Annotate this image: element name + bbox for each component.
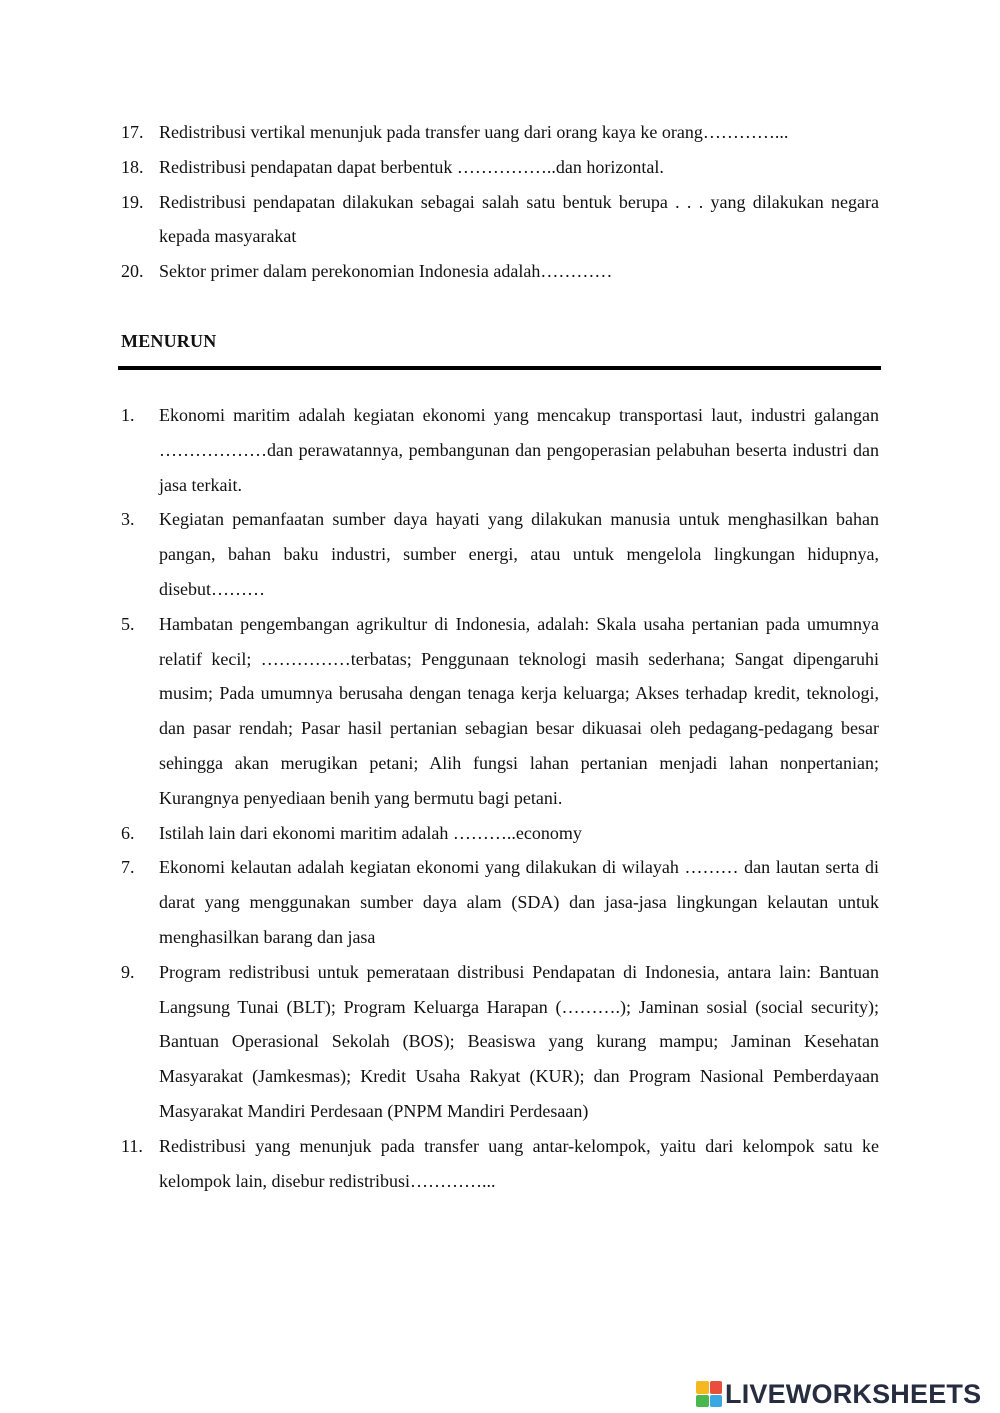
down-question-list [121, 398, 879, 1198]
list-item [121, 254, 879, 289]
item-number: 7. [121, 857, 135, 878]
item-number: 5. [121, 613, 135, 634]
item-number: 9. [121, 961, 135, 982]
logo-square [696, 1395, 709, 1408]
item-number: 1. [121, 405, 135, 425]
logo-square [696, 1381, 709, 1394]
list-item [121, 955, 879, 1129]
item-text: Kegiatan pemanfaatan sumber daya hayati yang dilakukan manusia untuk menghasilkan bahan pangan, bahan baku industri, sumber energi, atau untuk mengelola lingkungan hidupnya, disebut……… [159, 509, 879, 599]
list-item [121, 816, 879, 851]
item-text: Redistribusi pendapatan dapat berbentuk ……………..dan horizontal. [159, 156, 664, 177]
list-item [121, 150, 879, 185]
logo-square [710, 1395, 723, 1408]
item-text: Program redistribusi untuk pemerataan distribusi Pendapatan di Indonesia, antara lain: Bantuan Langsung Tunai (BLT); Program Keluarga Harapan (……….); Jaminan sosial (social security); Bantuan Operasional Sekolah (BOS); Beasiswa yang kurang mampu; Jaminan Kesehatan Masyarakat (Jamkesmas); Kredit Usaha Rakyat (KUR); dan Program Nasional Pemberdayaan Masyarakat Mandiri Perdesaan (PNPM Mandiri Perdesaan) [159, 961, 879, 1121]
item-number: 3. [121, 509, 135, 530]
item-text: Redistribusi yang menunjuk pada transfer uang antar-kelompok, yaitu dari kelompok satu ke kelompok lain, disebur redistribusi…………... [159, 1135, 879, 1191]
item-number: 11. [121, 1135, 143, 1156]
list-item [121, 115, 879, 150]
liveworksheets-logo[interactable] [696, 1379, 981, 1409]
section-divider [118, 366, 881, 370]
item-text: Ekonomi maritim adalah kegiatan ekonomi yang mencakup transportasi laut, industri galangan ………………dan perawatannya, pembangunan dan pengoperasian pelabuhan beserta industri dan jasa terkait. [159, 405, 879, 495]
top-question-list [121, 115, 879, 289]
list-item [121, 1129, 879, 1199]
section-heading: MENURUN [121, 331, 217, 351]
list-item [121, 850, 879, 954]
item-text: Ekonomi kelautan adalah kegiatan ekonomi yang dilakukan di wilayah ……… dan lautan serta di darat yang menggunakan sumber daya alam (SDA) dan jasa-jasa lingkungan kelautan untuk menghasilkan barang dan jasa [159, 857, 879, 947]
logo-text: LIVEWORKSHEETS [725, 1379, 982, 1409]
item-number: 18. [121, 156, 144, 177]
item-number: 6. [121, 822, 135, 843]
item-number: 19. [121, 191, 144, 212]
item-number: 17. [121, 122, 144, 142]
item-text: Sektor primer dalam perekonomian Indonesia adalah………… [159, 261, 613, 282]
item-text: Redistribusi pendapatan dilakukan sebagai salah satu bentuk berupa . . . yang dilakukan negara kepada masyarakat [159, 191, 879, 247]
list-item [121, 502, 879, 606]
item-text: Hambatan pengembangan agrikultur di Indonesia, adalah: Skala usaha pertanian pada umumnya relatif kecil; ……………terbatas; Penggunaan teknologi masih sederhana; Sangat dipengaruhi musim; Pada umumnya berusaha dengan tenaga kerja keluarga; Akses terhadap kredit, teknologi, dan pasar rendah; Pasar hasil pertanian sebagian besar dikuasai oleh pedagang-pedagang besar sehingga akan merugikan petani; Alih fungsi lahan pertanian menjadi lahan nonpertanian; Kurangnya penyediaan benih yang bermutu bagi petani. [159, 613, 879, 808]
list-item [121, 398, 879, 502]
list-item [121, 607, 879, 816]
item-text: Istilah lain dari ekonomi maritim adalah ………..economy [159, 822, 582, 843]
list-item [121, 185, 879, 255]
liveworksheets-logo-icon [696, 1381, 722, 1407]
logo-square [710, 1381, 723, 1394]
item-text: Redistribusi vertikal menunjuk pada transfer uang dari orang kaya ke orang…………... [159, 122, 789, 142]
item-number: 20. [121, 261, 144, 282]
